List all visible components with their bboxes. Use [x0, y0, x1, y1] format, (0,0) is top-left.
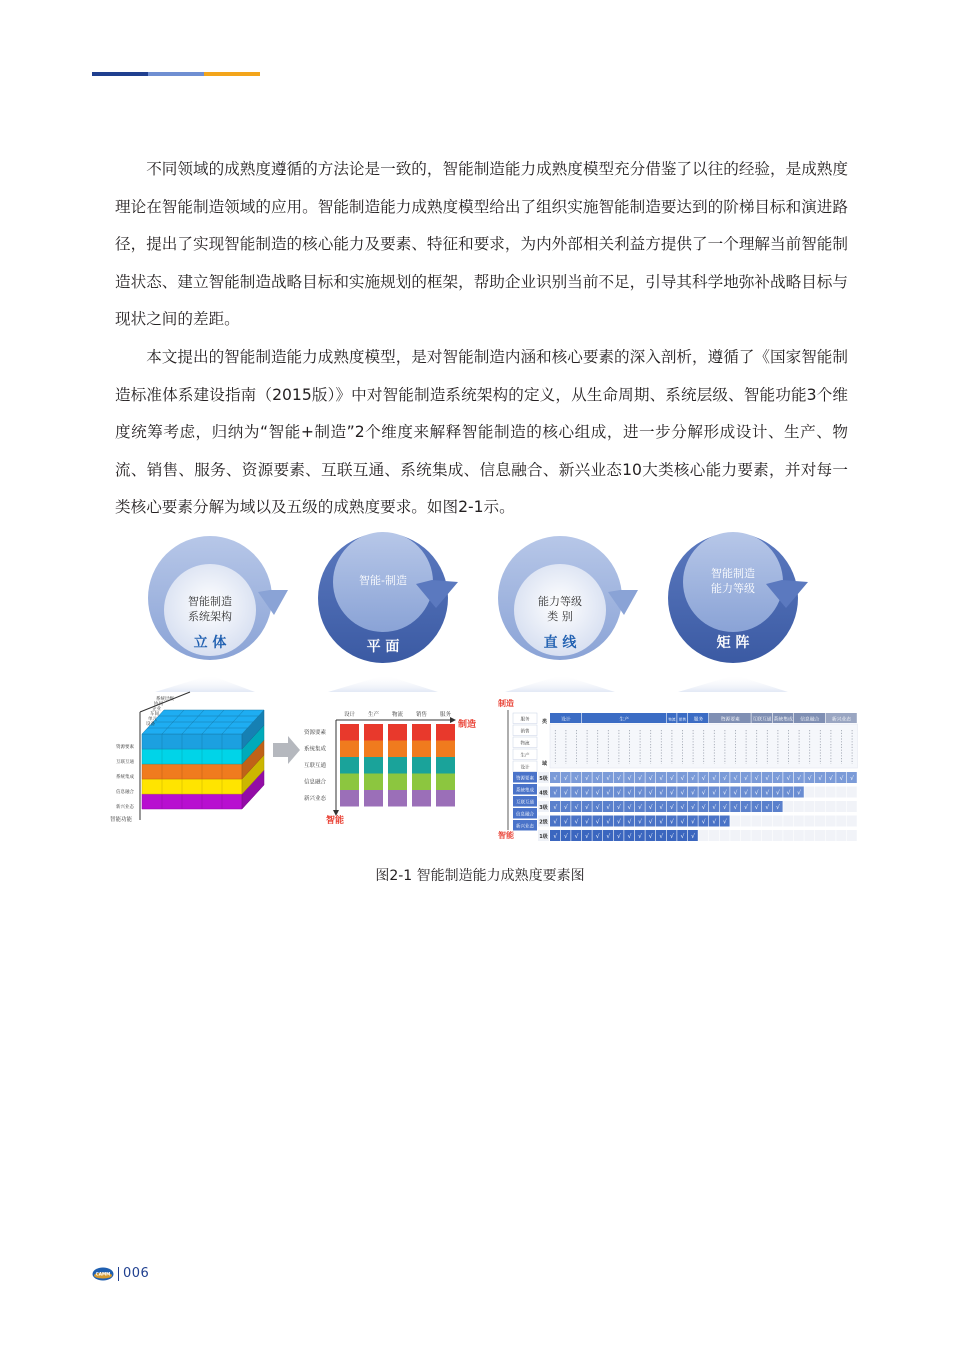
circle-3d — [148, 536, 288, 692]
matrix-check-mark: √ — [680, 789, 685, 797]
matrix-left-label: 信息融合 — [516, 812, 534, 818]
matrix-check-mark: √ — [627, 789, 632, 797]
plane-cell — [364, 741, 383, 758]
cube-layers — [142, 710, 264, 809]
matrix-check-mark: √ — [754, 804, 759, 811]
matrix-cell — [794, 830, 804, 841]
matrix-check-mark: √ — [627, 804, 632, 811]
circle-label: 矩 阵 — [716, 635, 750, 651]
matrix-cell — [751, 816, 761, 827]
plane-cell — [436, 790, 455, 807]
cube-diagram — [110, 692, 264, 823]
matrix-cell — [836, 830, 846, 841]
plane-cell — [436, 741, 455, 758]
matrix-check-mark: √ — [585, 804, 590, 811]
plane-cell — [412, 741, 431, 758]
matrix-check-mark: √ — [775, 789, 780, 797]
matrix-check-mark: √ — [701, 789, 706, 797]
header-bar-segment-dark-blue — [92, 72, 148, 76]
matrix-check-mark: √ — [797, 789, 802, 797]
cube-layer-front — [142, 764, 242, 779]
circle-inner-line: 智能-制造 — [359, 574, 407, 587]
matrix-check-mark: √ — [627, 818, 632, 826]
plane-diagram — [304, 710, 476, 826]
matrix-level-label: 4级 — [539, 790, 548, 797]
matrix-check-mark: √ — [659, 833, 664, 840]
matrix-check-mark: √ — [638, 833, 643, 840]
matrix-check-mark: √ — [659, 818, 664, 826]
matrix-check-mark: √ — [553, 804, 558, 811]
matrix-check-mark: √ — [616, 789, 621, 797]
matrix-cell — [741, 816, 751, 827]
matrix-check-mark: √ — [574, 804, 579, 811]
matrix-check-mark: √ — [648, 789, 653, 797]
matrix-check-mark: √ — [606, 775, 611, 782]
matrix-check-mark: √ — [563, 775, 568, 782]
plane-cell — [364, 757, 383, 774]
matrix-check-mark: √ — [691, 775, 696, 782]
matrix-axis-top-label: 制造 — [498, 699, 514, 708]
header-color-bar — [92, 72, 260, 76]
cube-side-label: 新兴业态 — [116, 805, 134, 810]
circle-inner-line: 能力等级 — [711, 582, 755, 595]
matrix-check-mark: √ — [627, 833, 632, 840]
matrix-check-mark: √ — [553, 833, 558, 840]
matrix-check-mark: √ — [627, 775, 632, 782]
matrix-left-label: 系统集成 — [516, 788, 534, 794]
matrix-cell — [698, 830, 708, 841]
circle-plane — [318, 532, 458, 692]
matrix-check-mark: √ — [669, 804, 674, 811]
matrix-check-mark: √ — [797, 775, 802, 782]
matrix-check-mark: √ — [595, 818, 600, 826]
circle-inner-line: 能力等级 — [538, 595, 582, 608]
plane-cell — [364, 724, 383, 741]
matrix-check-mark: √ — [585, 818, 590, 826]
matrix-check-mark: √ — [765, 804, 770, 811]
matrix-check-mark: √ — [701, 818, 706, 826]
cube-axis-diagonal — [140, 692, 190, 712]
matrix-check-mark: √ — [574, 775, 579, 782]
circle-inner-line: 系统架构 — [188, 610, 232, 623]
matrix-cell — [815, 801, 825, 812]
matrix-group-label: 系统集成 — [773, 717, 793, 723]
cube-top-label: 系统层级 — [156, 697, 174, 702]
plane-cell — [388, 757, 407, 774]
plane-col-label: 销售 — [415, 712, 428, 718]
matrix-cell — [815, 816, 825, 827]
circle-matrix — [668, 532, 808, 692]
paragraph-2: 本文提出的智能制造能力成熟度模型，是对智能制造内涵和核心要素的深入剖析，遵循了《国家智能制造标准体系建设指南（2015版）》中对智能制造系统架构的定义，从生命周期、系统层级、智能功能3个维度统筹考虑，归纳为“智能+制造”2个维度来解释智能制造的核心组成，进一步分解形成设计、生产、物流、销售、服务、资源要素、互联互通、系统集成、信息融合、新兴业态10大类核心能力要素，并对每一类核心要素分解为域以及五级的成熟度要求。如图2-1示。 — [115, 347, 848, 517]
matrix-check-mark: √ — [775, 804, 780, 811]
cube-side-label: 资源要素 — [116, 745, 134, 750]
matrix-cell — [836, 787, 846, 798]
matrix-check-mark: √ — [691, 818, 696, 826]
matrix-check-mark: √ — [828, 775, 833, 782]
spotlight — [505, 675, 615, 692]
matrix-check-mark: √ — [638, 789, 643, 797]
matrix-check-mark: √ — [648, 833, 653, 840]
matrix-check-mark: √ — [595, 804, 600, 811]
plane-cell — [364, 790, 383, 807]
matrix-check-mark: √ — [765, 775, 770, 782]
matrix-cell — [762, 816, 772, 827]
matrix-cell — [847, 816, 857, 827]
matrix-cell — [826, 816, 836, 827]
plane-cell — [412, 724, 431, 741]
plane-column-labels — [344, 710, 452, 718]
plane-columns — [340, 724, 455, 807]
matrix-cell — [720, 830, 730, 841]
matrix-cell — [730, 816, 740, 827]
matrix-check-mark: √ — [680, 804, 685, 811]
matrix-level-label: 2级 — [539, 819, 548, 826]
matrix-check-mark: √ — [754, 789, 759, 797]
matrix-check-mark: √ — [563, 789, 568, 797]
circle-label: 平 面 — [366, 639, 400, 655]
matrix-level-label: 5级 — [539, 775, 548, 782]
matrix-check-mark: √ — [733, 775, 738, 782]
cube-top-label: 单元 — [148, 717, 157, 722]
matrix-group-label: 资源要素 — [720, 717, 740, 723]
matrix-level-label: 1级 — [539, 833, 548, 840]
matrix-cell — [773, 816, 783, 827]
page-footer — [92, 1266, 149, 1281]
matrix-check-mark: √ — [553, 789, 558, 797]
matrix-cell — [836, 801, 846, 812]
plane-cell — [340, 741, 359, 758]
matrix-check-mark: √ — [701, 804, 706, 811]
matrix-cell — [804, 787, 814, 798]
matrix-cell — [815, 830, 825, 841]
matrix-check-mark: √ — [616, 833, 621, 840]
footer-separator — [118, 1267, 119, 1281]
matrix-check-mark: √ — [839, 775, 844, 782]
matrix-cell — [794, 801, 804, 812]
cube-layer-front — [142, 749, 242, 764]
matrix-check-mark: √ — [563, 804, 568, 811]
plane-col-label: 设计 — [343, 712, 356, 718]
spotlight — [678, 675, 788, 692]
matrix-check-mark: √ — [669, 818, 674, 826]
matrix-left-label: 新兴业态 — [516, 824, 534, 830]
matrix-diagram — [498, 698, 857, 841]
matrix-corner-label: 类 — [542, 719, 548, 725]
matrix-check-mark: √ — [606, 818, 611, 826]
matrix-left-label: 互联互通 — [516, 800, 534, 806]
plane-row-label: 资源要素 — [304, 730, 327, 736]
logo-text: CAMM — [95, 1271, 111, 1276]
spotlight — [328, 675, 438, 692]
matrix-check-mark: √ — [786, 775, 791, 782]
matrix-check-mark: √ — [669, 775, 674, 782]
matrix-check-mark: √ — [638, 775, 643, 782]
matrix-cell — [709, 830, 719, 841]
matrix-check-mark: √ — [563, 818, 568, 826]
matrix-check-mark: √ — [659, 804, 664, 811]
matrix-check-mark: √ — [818, 775, 823, 782]
matrix-cell — [751, 830, 761, 841]
matrix-group-label: 销售 — [678, 717, 687, 722]
gray-arrow-icon — [273, 736, 300, 764]
matrix-group-label: 互联互通 — [752, 717, 772, 723]
matrix-check-mark: √ — [691, 833, 696, 840]
plane-row-labels — [304, 728, 327, 802]
plane-cell — [364, 774, 383, 791]
matrix-check-mark: √ — [574, 789, 579, 797]
plane-cell — [340, 774, 359, 791]
matrix-check-mark: √ — [733, 804, 738, 811]
matrix-cell — [762, 830, 772, 841]
matrix-check-mark: √ — [563, 833, 568, 840]
matrix-cell — [804, 830, 814, 841]
matrix-check-mark: √ — [669, 789, 674, 797]
plane-cell — [340, 790, 359, 807]
plane-cell — [388, 790, 407, 807]
matrix-left-label: 物流 — [520, 741, 530, 747]
matrix-check-mark: √ — [553, 818, 558, 826]
matrix-check-mark: √ — [744, 804, 749, 811]
figure-svg — [110, 520, 855, 850]
camm-logo-icon — [92, 1267, 114, 1281]
header-bar-segment-light-blue — [148, 72, 204, 76]
matrix-check-mark: √ — [712, 775, 717, 782]
cube-top-label: 设备 — [146, 722, 155, 727]
matrix-check-mark: √ — [691, 789, 696, 797]
plane-cell — [340, 724, 359, 741]
page-number: 006 — [123, 1266, 150, 1281]
matrix-cell — [826, 830, 836, 841]
matrix-check-mark: √ — [775, 775, 780, 782]
plane-cell — [412, 757, 431, 774]
matrix-cell — [783, 830, 793, 841]
matrix-check-mark: √ — [744, 789, 749, 797]
matrix-check-mark: √ — [585, 833, 590, 840]
matrix-check-mark: √ — [765, 789, 770, 797]
matrix-check-mark: √ — [648, 804, 653, 811]
figure-caption: 图2-1 智能制造能力成熟度要素图 — [375, 868, 585, 884]
matrix-group-label: 新兴业态 — [831, 717, 852, 723]
body-text — [115, 151, 848, 527]
matrix-check-mark: √ — [574, 833, 579, 840]
matrix-cell — [804, 816, 814, 827]
cube-layer-front — [142, 794, 242, 809]
circle-inner-line: 类 别 — [547, 610, 573, 623]
matrix-check-mark: √ — [595, 775, 600, 782]
matrix-rows — [538, 772, 857, 841]
matrix-check-mark: √ — [712, 818, 717, 826]
plane-cell — [412, 790, 431, 807]
matrix-cell — [783, 816, 793, 827]
matrix-check-mark: √ — [722, 818, 727, 826]
matrix-cell — [826, 787, 836, 798]
plane-axis-x-label: 制造 — [458, 720, 477, 730]
cube-layer-front — [142, 779, 242, 794]
matrix-check-mark: √ — [680, 833, 685, 840]
matrix-cell — [783, 801, 793, 812]
plane-cell — [388, 741, 407, 758]
matrix-check-mark: √ — [701, 775, 706, 782]
matrix-check-mark: √ — [638, 818, 643, 826]
plane-row-label: 新兴业态 — [304, 796, 327, 802]
matrix-check-mark: √ — [850, 775, 855, 782]
matrix-check-mark: √ — [680, 775, 685, 782]
matrix-check-mark: √ — [659, 775, 664, 782]
matrix-group-label: 物流 — [668, 717, 676, 722]
matrix-cell — [815, 787, 825, 798]
matrix-cell — [804, 801, 814, 812]
matrix-check-mark: √ — [553, 775, 558, 782]
matrix-cell — [794, 816, 804, 827]
matrix-group-label: 设计 — [561, 717, 571, 723]
matrix-check-mark: √ — [616, 804, 621, 811]
matrix-cell — [836, 816, 846, 827]
matrix-check-mark: √ — [638, 804, 643, 811]
spotlight — [155, 675, 255, 692]
cube-side-labels — [116, 743, 134, 810]
matrix-check-mark: √ — [585, 775, 590, 782]
matrix-left-labels — [513, 713, 537, 831]
matrix-check-mark: √ — [616, 775, 621, 782]
cube-side-label: 信息融合 — [116, 790, 134, 795]
circle-inner-line: 智能制造 — [188, 595, 232, 608]
matrix-check-mark: √ — [616, 818, 621, 826]
cube-axis-label: 智能功能 — [110, 817, 133, 823]
matrix-check-mark: √ — [754, 775, 759, 782]
matrix-group-label: 服务 — [693, 717, 704, 723]
plane-cell — [388, 774, 407, 791]
matrix-check-mark: √ — [585, 789, 590, 797]
maturity-elements-figure — [110, 520, 855, 850]
matrix-check-mark: √ — [648, 775, 653, 782]
matrix-check-mark: √ — [722, 789, 727, 797]
matrix-check-mark: √ — [680, 818, 685, 826]
plane-cell — [340, 757, 359, 774]
matrix-check-mark: √ — [807, 775, 812, 782]
matrix-check-mark: √ — [669, 833, 674, 840]
matrix-cell — [826, 801, 836, 812]
matrix-check-mark: √ — [733, 789, 738, 797]
matrix-cell — [741, 830, 751, 841]
circle-label: 直 线 — [543, 635, 577, 651]
matrix-level-label: 3级 — [539, 804, 548, 811]
matrix-check-mark: √ — [574, 818, 579, 826]
matrix-left-label: 生产 — [520, 753, 530, 759]
matrix-cell — [773, 830, 783, 841]
matrix-check-mark: √ — [595, 789, 600, 797]
matrix-axis-bottom-label: 智能 — [498, 831, 514, 840]
header-bar-segment-orange — [204, 72, 260, 76]
plane-col-label: 服务 — [439, 712, 452, 718]
matrix-cell — [847, 787, 857, 798]
cube-top-label: 企业 — [152, 707, 161, 712]
matrix-check-mark: √ — [744, 775, 749, 782]
matrix-check-mark: √ — [595, 833, 600, 840]
matrix-cell — [847, 801, 857, 812]
plane-cell — [388, 724, 407, 741]
circle-label: 立 体 — [193, 635, 227, 651]
circle-inner-line: 智能制造 — [711, 567, 755, 580]
matrix-header — [550, 713, 857, 768]
cube-layer-front — [142, 734, 242, 749]
matrix-group-label: 信息融合 — [800, 717, 820, 723]
matrix-cell — [847, 830, 857, 841]
plane-row-label: 信息融合 — [304, 779, 327, 786]
matrix-left-label: 设计 — [520, 765, 530, 771]
matrix-check-mark: √ — [712, 804, 717, 811]
plane-cell — [436, 724, 455, 741]
matrix-check-mark: √ — [786, 789, 791, 797]
plane-col-label: 生产 — [367, 712, 380, 718]
matrix-check-mark: √ — [606, 833, 611, 840]
matrix-left-label: 服务 — [520, 717, 530, 723]
plane-row-label: 系统集成 — [304, 746, 327, 753]
matrix-check-mark: √ — [606, 804, 611, 811]
plane-axis-y-label: 智能 — [326, 816, 345, 826]
matrix-cell — [730, 830, 740, 841]
matrix-check-mark: √ — [722, 775, 727, 782]
cube-top-label: 车间 — [150, 712, 159, 717]
cube-side-label: 系统集成 — [116, 775, 134, 780]
matrix-check-mark: √ — [606, 789, 611, 797]
plane-col-label: 物流 — [391, 712, 404, 718]
matrix-left-label: 资源要素 — [516, 776, 534, 782]
matrix-group-label: 生产 — [619, 717, 630, 723]
matrix-check-mark: √ — [648, 818, 653, 826]
matrix-check-mark: √ — [691, 804, 696, 811]
matrix-check-mark: √ — [712, 789, 717, 797]
matrix-corner-label: 域 — [542, 761, 548, 767]
matrix-left-label: 销售 — [520, 729, 530, 735]
cube-top-label: 协同 — [154, 702, 163, 707]
paragraph-1: 不同领域的成熟度遵循的方法论是一致的，智能制造能力成熟度模型充分借鉴了以往的经验，是成熟度理论在智能制造领域的应用。智能制造能力成熟度模型给出了组织实施智能制造要达到的阶梯目标和演进路径，提出了实现智能制造的核心能力及要素、特征和要求，为内外部相关利益方提供了一个理解当前智能制造状态、建立智能制造战略目标和实施规划的框架，帮助企业识别当前不足，引导其科学地弥补战略目标与现状之间的差距。 — [115, 160, 848, 329]
circle-line — [498, 536, 638, 692]
plane-row-label: 互联互通 — [304, 763, 327, 769]
cube-side-label: 互联互通 — [116, 760, 134, 765]
plane-cell — [412, 774, 431, 791]
plane-cell — [436, 774, 455, 791]
plane-cell — [436, 757, 455, 774]
matrix-check-mark: √ — [659, 789, 664, 797]
matrix-check-mark: √ — [722, 804, 727, 811]
